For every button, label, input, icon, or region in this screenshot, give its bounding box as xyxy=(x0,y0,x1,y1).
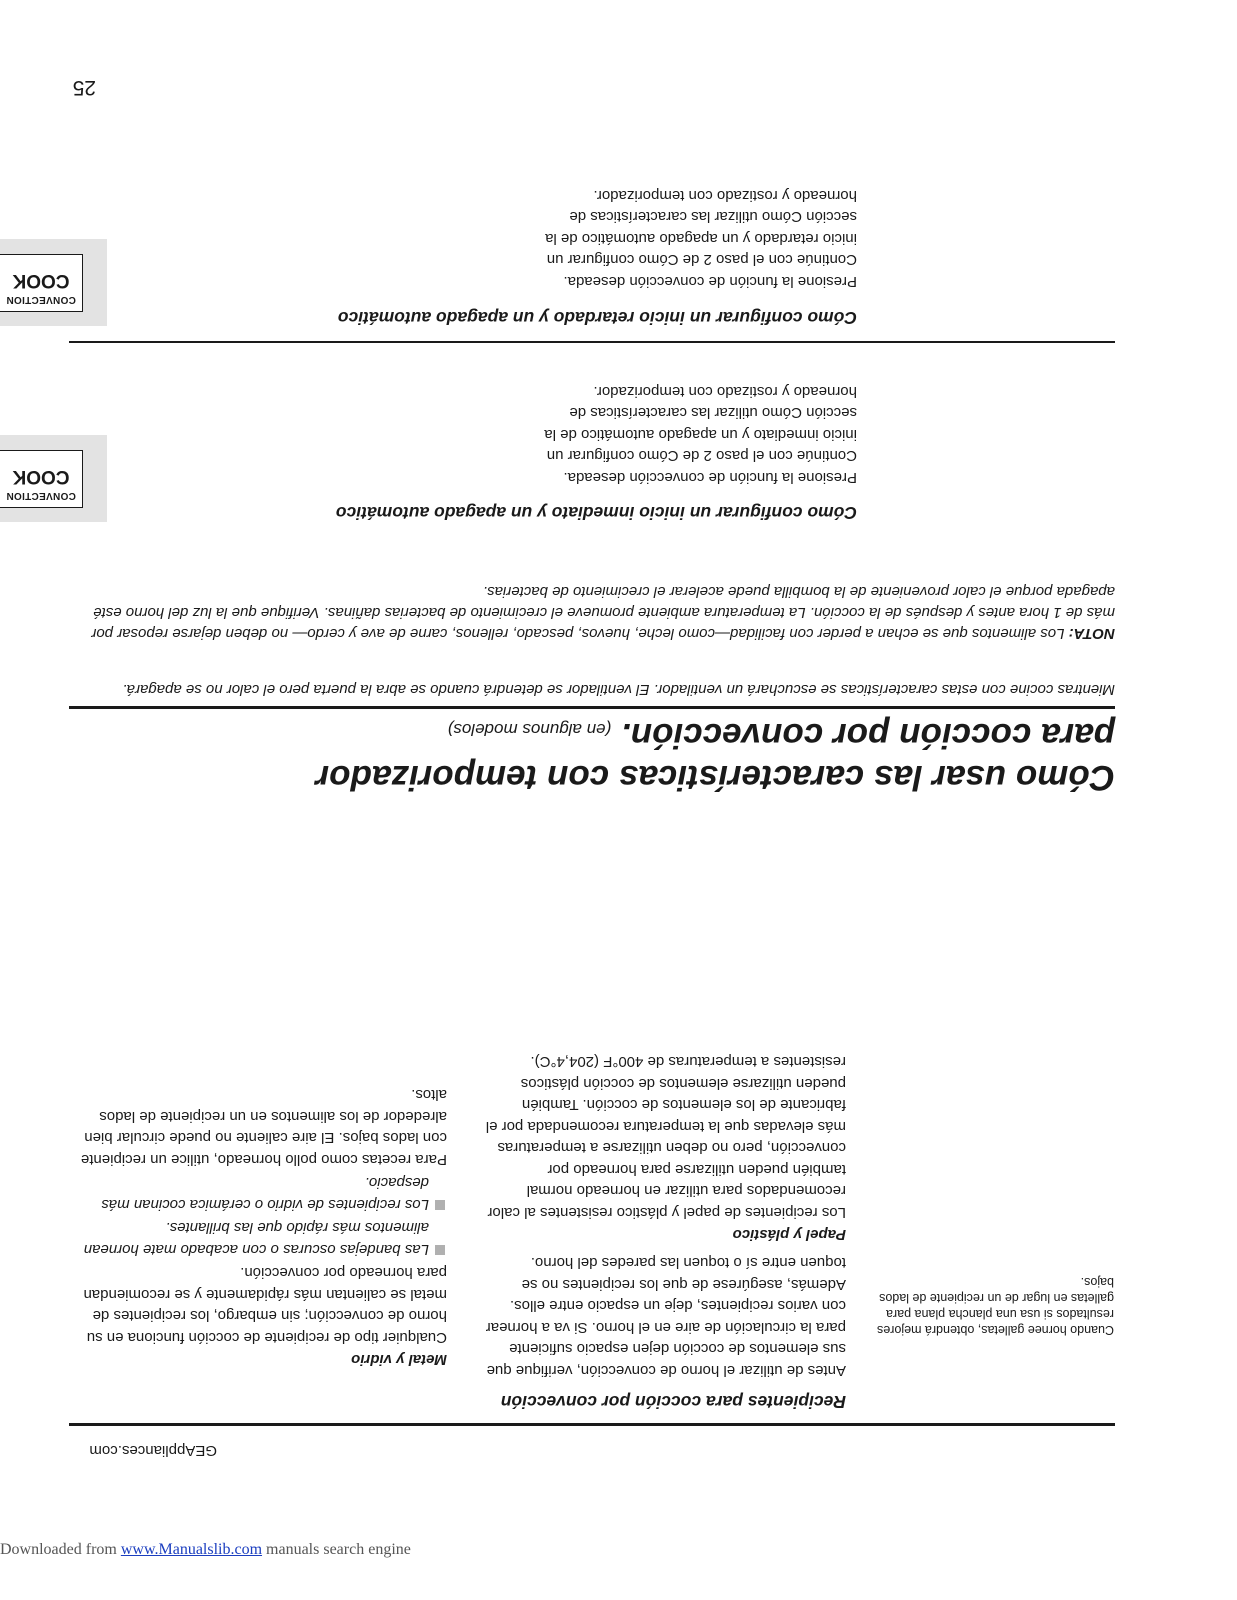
bullet-text: Las bandejas oscuras o con acabado mate hornean alimentos más rápido que las brillantes. xyxy=(83,1219,429,1258)
section-title: Cómo configurar un inicio retardado y un apagado automático xyxy=(337,308,857,328)
paper-title: Papel y plástico xyxy=(732,1226,846,1243)
bullet-text: Los recipientes de vidrio o cerámica cocinan más despacio. xyxy=(101,1174,429,1213)
metal-title: Metal y vidrio xyxy=(351,1351,447,1368)
section-step-text xyxy=(517,185,857,293)
bullet-dark-pans xyxy=(67,1217,447,1260)
bullet-square-icon xyxy=(435,1200,445,1210)
button-label-main: COOK xyxy=(12,270,70,291)
sidebar-tip: Cuando hornee galletas, obtendrá mejores resultados si usa una plancha plana para galletas en lugar de un recipiente de lados bajos. xyxy=(877,1275,1114,1337)
footer-prefix: Downloaded from xyxy=(0,1541,121,1558)
cookware-title: Recipientes para cocción por convección xyxy=(500,1392,846,1412)
cookware-column-right xyxy=(67,1084,447,1368)
nota-paragraph xyxy=(69,581,1115,644)
title-rule xyxy=(69,706,1115,709)
step-1: Presione la función de convección deseada. xyxy=(563,469,857,486)
footer-suffix: manuals search engine xyxy=(262,1541,411,1558)
cookware-column-center xyxy=(476,1051,846,1412)
nota-text: Los alimentos que se echan a perder con facilidad—como leche, huevos, pescado, rellenos, carne de ave y cerdo— no deben dejarse reposar por más de 1 hora antes y después de la cocción. La temperatura ambiente promueve el crecimiento de bacterias dañinas. Verifique que la luz del horno esté apagada porque el calor proveniente de la bombilla puede acelerar el crecimiento de bacterias. xyxy=(91,583,1115,642)
bullet-square-icon xyxy=(435,1245,445,1255)
metal-text-2: Para recetas como pollo horneado, utilice un recipiente con lados bajos. El aire caliente no puede circular bien alrededor de los alimentos en un recipiente de lados altos. xyxy=(80,1086,447,1168)
download-footer xyxy=(0,1541,411,1559)
step-2: Continúe con el paso 2 de Cómo configurar un inicio inmediato y un apagado automático de la sección Cómo utilizar las características de horneado y rostizado con temporizador. xyxy=(544,383,857,465)
title-note: (en algunos modelos) xyxy=(447,720,612,739)
button-label-top: CONVECTION xyxy=(6,490,76,501)
site-url: GEAppliances.com xyxy=(89,1442,217,1459)
section-title: Cómo configurar un inicio inmediato y un apagado automático xyxy=(335,503,857,523)
convection-cook-button[interactable] xyxy=(0,254,83,312)
section-immediate-start xyxy=(197,502,857,523)
paper-text: Los recipientes de papel y plástico resistentes al calor recomendados para utilizar en horneado normal también pueden utilizarse para horneado por convección, pero no deben utilizarse a temperaturas más elevadas que la temperatura recomendada por el fabricante de los elementos de cocción. También pueden utilizarse elementos de cocción plásticos resistentes a temperaturas de 400°F (204,4°C). xyxy=(485,1053,846,1221)
title-line-1: Cómo usar las características con temporizador xyxy=(315,758,1115,797)
convection-cook-button[interactable] xyxy=(0,450,83,508)
step-1: Presione la función de convección deseada. xyxy=(563,273,857,290)
nota-label: NOTA: xyxy=(1068,625,1115,642)
step-2: Continúe con el paso 2 de Cómo configurar un inicio retardado y un apagado automático de la sección Cómo utilizar las características de horneado y rostizado con temporizador. xyxy=(545,187,857,269)
page-number: 25 xyxy=(72,76,96,99)
section-delayed-start xyxy=(197,307,857,328)
section-step-text xyxy=(517,381,857,489)
section-rule xyxy=(69,341,1115,343)
bullet-glass-pans xyxy=(67,1172,447,1215)
convection-intro: Mientras cocine con estas características se escuchará un ventilador. El ventilador se detendrá cuando se abra la puerta pero el calor no se apagará. xyxy=(122,681,1115,698)
page-title xyxy=(69,708,1115,798)
cookware-intro: Antes de utilizar el horno de convección, verifique que sus elementos de cocción dejen espacio suficiente para la circulación de aire en el horno. Si va a hornear con varios recipientes, deje un espacio entre ellos. Además, asegúrese de que los recipientes no se toquen entre sí o toquen las paredes del horno. xyxy=(485,1254,846,1379)
button-label-main: COOK xyxy=(12,466,70,487)
header-rule xyxy=(69,1423,1115,1426)
manualslib-link[interactable]: www.Manualslib.com xyxy=(120,1541,263,1558)
button-label-top: CONVECTION xyxy=(6,294,76,305)
title-line-2: para cocción por convección. xyxy=(620,716,1115,755)
metal-text: Cualquier tipo de recipiente de cocción funciona en su horno de convección; sin embargo, los recipientes de metal se calientan más rápidamente y se recomiendan para horneado por convección. xyxy=(83,1264,447,1346)
